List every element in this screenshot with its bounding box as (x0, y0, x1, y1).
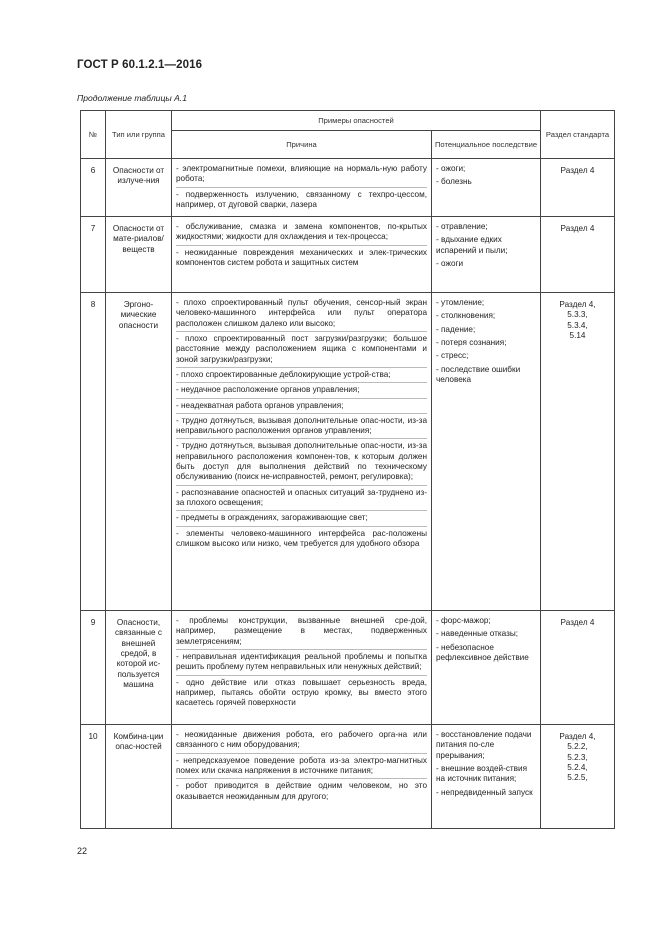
standard-ref: Раздел 4, (559, 732, 596, 742)
consequence-item: - последствие ошибки человека (436, 364, 521, 384)
hazard-type: Эргоно-мические опасности (106, 293, 172, 611)
consequence-item: - отравление; (436, 222, 488, 232)
consequence-item: - форс-мажор; (436, 616, 491, 626)
standard-ref: Раздел 4 (560, 166, 595, 175)
hazard-type: Опасности, связанные с внешней средой, в которой ис-пользуется машина (106, 611, 172, 725)
row-number: 9 (81, 611, 106, 725)
cause-item: - плохо спроектированный пульт обучения, сенсор-ный экран человеко-машинного интерфейса или пульт оператора расположен слишком далеко или высоко; (176, 298, 427, 332)
consequence-item: - наведенные отказы; (436, 629, 519, 639)
consequence-cell (432, 725, 541, 829)
cause-item: - неправильная идентификация реальной проблемы и попытка решить проблему путем неправильных или ненужных действий; (176, 652, 427, 676)
header-examples: Примеры опасностей (172, 111, 541, 131)
table-row (81, 159, 615, 217)
header-type: Тип или группа (106, 111, 172, 159)
cause-item: - трудно дотянуться, вызывая дополнительные опас-ности, из-за неправильного расположения органов управления; (176, 416, 427, 440)
cause-cell (172, 217, 432, 293)
table-row (81, 611, 615, 725)
standard-cell (541, 217, 615, 293)
standard-cell (541, 725, 615, 829)
standard-cell (541, 293, 615, 611)
standard-ref: 5.14 (569, 331, 586, 341)
cause-item: - одно действие или отказ повышает серьезность вреда, например, пытаясь обойти острую кромку, вы вместо этого касаетесь горячей поверхности (176, 677, 427, 708)
header-consequence: Потенциальное последствие (432, 131, 541, 159)
consequence-item: - внешние воздей-ствия на источник питания; (436, 764, 528, 784)
cause-item: - неудачное расположение органов управления; (176, 385, 427, 398)
hazard-type: Комбина-ции опас-ностей (106, 725, 172, 829)
standard-ref: Раздел 4, (559, 300, 596, 310)
consequence-item: - ожоги (436, 259, 464, 269)
header-cause: Причина (172, 131, 432, 159)
consequence-item: - непредвиденный запуск (436, 787, 533, 797)
cause-item: - неожиданные движения робота, его рабочего орга-на или связанного с ним оборудования; (176, 730, 427, 754)
standard-ref: 5.3.3, (567, 310, 588, 320)
consequence-item: - стресс; (436, 351, 469, 361)
standard-ref: 5.2.3, (567, 752, 588, 762)
standard-ref: 5.2.4, (567, 763, 588, 773)
consequence-item: - ожоги; (436, 164, 466, 173)
page-number: 22 (77, 846, 88, 856)
cause-item: - элементы человеко-машинного интерфейса рас-положены слишком высоко или низко, чем требуется для удобного обзора (176, 528, 427, 548)
cause-item: - неожиданные повреждения механических и элек-трических компонентов систем робота и защитных систем (176, 247, 427, 268)
consequence-item: - небезопасное рефлексивное действие (436, 642, 529, 663)
cause-item: - предметы в ограждениях, загораживающие свет; (176, 513, 427, 526)
cause-cell (172, 293, 432, 611)
cause-cell (172, 725, 432, 829)
row-number: 6 (81, 159, 106, 217)
cause-cell (172, 611, 432, 725)
standard-ref: 5.2.2, (567, 742, 588, 752)
standard-ref: 5.2.5, (567, 773, 588, 783)
consequence-cell (432, 611, 541, 725)
standard-ref: Раздел 4 (560, 618, 595, 628)
cause-item: - трудно дотянуться, вызывая дополнительные опас-ности, из-за неправильного расположения компонен-тов, к которым должен быть доступ для выполнения действий по техническому обслуживанию (поиск не-исправностей, ремонт, регулировка); (176, 441, 427, 485)
hazard-type: Опасности от излуче-ния (106, 159, 172, 217)
consequence-item: - падение; (436, 324, 476, 334)
consequence-item: - болезнь (436, 177, 472, 187)
document-title: ГОСТ Р 60.1.2.1—2016 (77, 59, 203, 71)
header-num: № (81, 111, 106, 159)
hazard-type: Опасности от мате-риалов/ веществ (106, 217, 172, 293)
table-caption: Продолжение таблицы А.1 (77, 93, 187, 103)
consequence-item: - столкновения; (436, 311, 496, 321)
consequence-cell (432, 159, 541, 217)
row-number: 8 (81, 293, 106, 611)
consequence-cell (432, 293, 541, 611)
consequence-item: - вдыхание едких испарений и пыли; (436, 235, 508, 255)
consequence-item: - восстановление подачи питания по-сле прерывания; (436, 730, 532, 760)
consequence-cell (432, 217, 541, 293)
cause-item: - обслуживание, смазка и замена компонентов, по-крытых жидкостями; жидкости для охлаждения и тех-процесса; (176, 222, 427, 246)
cause-item: - плохо спроектированный пост загрузки/разгрузки; большое расстояние между расположением ящика с компонентами и зоной загрузки/разгрузки; (176, 334, 427, 368)
row-number: 10 (81, 725, 106, 829)
table-row (81, 293, 615, 611)
cause-item: - электромагнитные помехи, влияющие на нормаль-ную работу робота; (176, 164, 427, 188)
cause-item: - подверженность излучению, связанному с техпро-цессом, например, от дуговой сварки, лазера (176, 189, 427, 209)
cause-item: - робот приводится в действие одним человеком, но это оказывается неожиданным для другого; (176, 781, 427, 801)
cause-item: - распознавание опасностей и опасных ситуаций за-труднено из-за плохого освещения; (176, 488, 427, 512)
header-standard: Раздел стандарта (541, 111, 615, 159)
hazard-table (80, 110, 615, 829)
row-number: 7 (81, 217, 106, 293)
table-row (81, 217, 615, 293)
cause-item: - проблемы конструкции, вызванные внешней сре-дой, например, размещение в местах, подверженных землетрясениям; (176, 616, 427, 650)
consequence-item: - потеря сознания; (436, 338, 507, 348)
consequence-item: - утомление; (436, 298, 485, 308)
standard-cell (541, 159, 615, 217)
cause-cell (172, 159, 432, 217)
table-row (81, 725, 615, 829)
cause-item: - непредсказуемое поведение робота из-за электро-магнитных помех или скачка напряжения в источнике питания; (176, 756, 427, 780)
cause-item: - плохо спроектированные деблокирующие устрой-ства; (176, 370, 427, 383)
standard-cell (541, 611, 615, 725)
cause-item: - неадекватная работа органов управления; (176, 401, 427, 414)
standard-ref: 5.3.4, (567, 320, 588, 330)
standard-ref: Раздел 4 (560, 224, 595, 234)
